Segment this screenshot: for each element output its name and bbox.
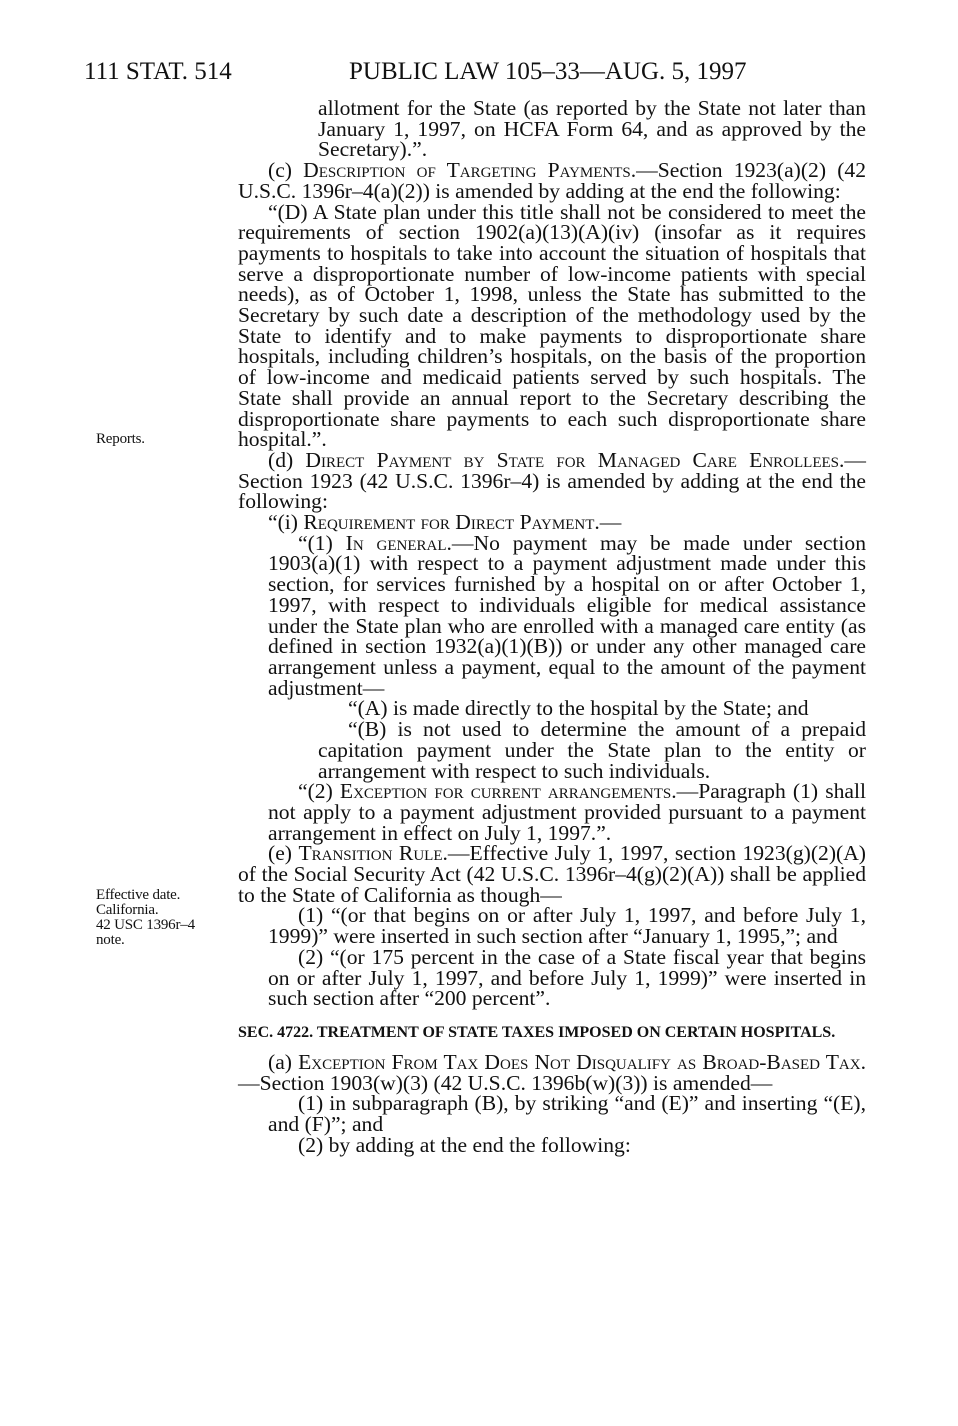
margin-note-california: California. bbox=[96, 902, 159, 918]
margin-note-effective-date bbox=[96, 888, 216, 948]
margin-note-reports: Reports. bbox=[96, 431, 145, 447]
paragraph-2-heading: Exception for current arrangements bbox=[339, 779, 672, 804]
subsection-i-heading: Requirement for Direct Payment bbox=[303, 510, 595, 535]
paragraph-allotment: allotment for the State (as reported by the State not later than January 1, 1997, on HCFA Form 64, and as approved by the Secretary).”. bbox=[318, 96, 866, 162]
section-heading: SEC. 4722. TREATMENT OF STATE TAXES IMPOSED ON CERTAIN HOSPITALS. bbox=[238, 1023, 836, 1041]
paragraph-d-quoted: “(D) A State plan under this title shall not be considered to meet the requirements of section 1902(a)(13)(A)(iv) (insofar as it requires payments to hospitals to take into account the situation of hospitals that serve a disproportionate number of low-income patients with special needs), as of October 1, 1998, unless the State has submitted to the Secretary by such date a description of the methodology used by the State to identify and to make payments to disproportionate share hospitals, including children’s hospitals, on the basis of the proportion of low-income and medicaid patients served by such hospitals. The State shall provide an annual report to the Secretary describing the disproportionate share payments to each such disproportionate share hospital.”. bbox=[238, 199, 866, 452]
subparagraph-b: “(B) is not used to determine the amount of a prepaid capitation payment under the State plan to the entity or arrangement with respect to such individuals. bbox=[318, 717, 866, 783]
subsection-d: (d) Direct Payment by State for Managed Care Enrollees.—Section 1923 (42 U.S.C. 1396r–4) is amended by adding at the end the following: bbox=[238, 447, 867, 514]
subsection-i-heading-line: “(i) Requirement for Direct Payment.— bbox=[268, 510, 622, 535]
margin-note-note: note. bbox=[96, 932, 125, 948]
paragraph-e2: (2) “(or 175 percent in the case of a State fiscal year that begins on or after July 1, 1997, and before July 1, 1999)” were inserted in such section after “200 percent”. bbox=[268, 944, 866, 1011]
subparagraph-a: “(A) is made directly to the hospital by the State; and bbox=[348, 696, 809, 721]
paragraph-a2: (2) by adding at the end the following: bbox=[298, 1132, 631, 1157]
stat-page-number: 111 STAT. 514 bbox=[84, 58, 232, 85]
paragraph-e1: (1) “(or that begins on or after July 1, 1997, and before July 1, 1999)” were inserted in such section after “January 1, 1995,”; and bbox=[268, 903, 866, 949]
running-header: PUBLIC LAW 105–33—AUG. 5, 1997 bbox=[349, 58, 747, 85]
subsection-a-heading: Exception From Tax Does Not Disqualify as Broad-Based Tax bbox=[298, 1049, 861, 1074]
subsection-a: (a) Exception From Tax Does Not Disqualify as Broad-Based Tax.—Section 1903(w)(3) (42 U.S.C. 1396b(w)(3)) is amended— bbox=[238, 1049, 866, 1095]
paragraph-2-exception: “(2) Exception for current arrangements.—Paragraph (1) shall not apply to a payment adjustment provided pursuant to a payment arrangement in effect on July 1, 1997.”. bbox=[268, 779, 866, 845]
subsection-e: (e) Transition Rule.—Effective July 1, 1997, section 1923(g)(2)(A) of the Social Security Act (42 U.S.C. 1396r–4(g)(2)(A)) shall be applied to the State of California as though— bbox=[238, 841, 866, 907]
body-text bbox=[238, 98, 866, 1155]
margin-note-usc: 42 USC 1396r–4 bbox=[96, 917, 195, 933]
subsection-d-heading: Direct Payment by State for Managed Care Enrollees bbox=[305, 447, 840, 472]
margin-note-effective-date-line: Effective date. bbox=[96, 887, 181, 903]
subsection-c-heading: Description of Targeting Payments bbox=[303, 158, 631, 183]
subsection-e-heading: Transition Rule bbox=[298, 841, 443, 866]
paragraph-1-heading: In general bbox=[345, 530, 447, 555]
subsection-c: (c) Description of Targeting Payments.—Section 1923(a)(2) (42 U.S.C. 1396r–4(a)(2)) is amended by adding at the end the following: bbox=[238, 158, 866, 203]
paragraph-1-in-general: “(1) In general.—No payment may be made under section 1903(a)(1) with respect to a payment adjustment made under this section, for services furnished by a hospital on or after October 1, 1997, with respect to individuals eligible for medical assistance under the State plan who are enrolled with a managed care entity (as defined in section 1932(a)(1)(B)) or under any other managed care arrangement unless a payment, equal to the amount of the payment adjustment— bbox=[268, 530, 866, 700]
paragraph-a1: (1) in subparagraph (B), by striking “and (E)” and inserting “(E), and (F)”; and bbox=[268, 1091, 866, 1137]
